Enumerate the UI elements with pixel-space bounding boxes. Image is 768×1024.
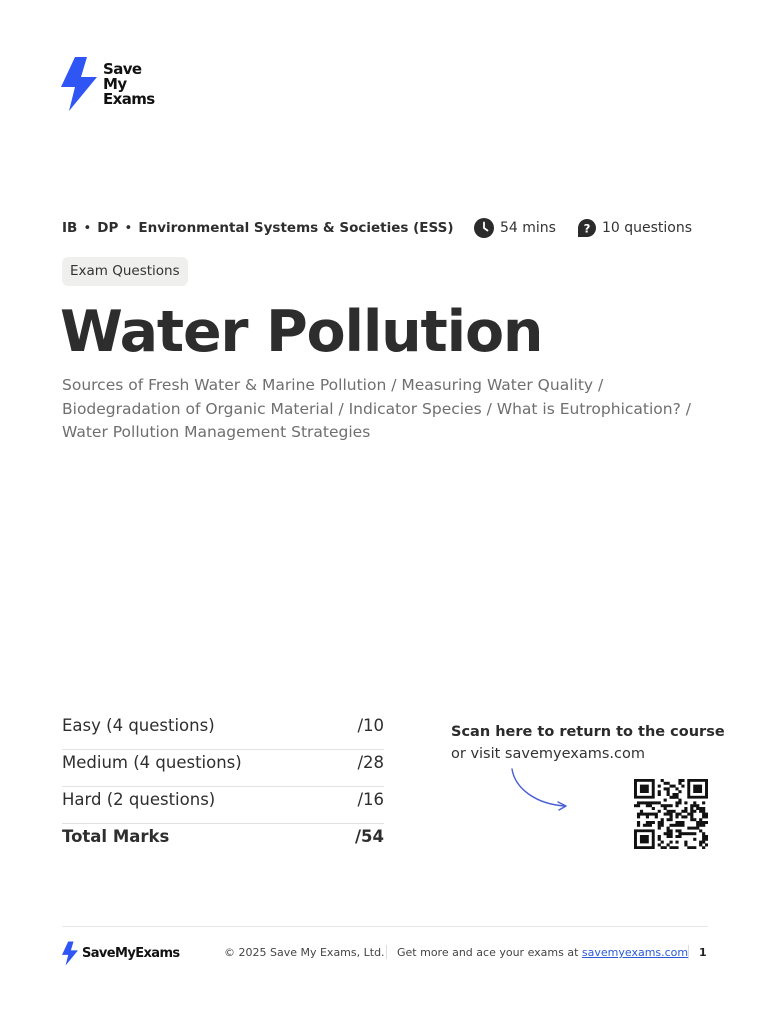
page-title: Water Pollution [60, 299, 543, 365]
crumb-level: DP [97, 220, 119, 236]
curved-arrow-icon [505, 766, 575, 816]
marks-row-hard [62, 787, 384, 824]
crumb-board: IB [62, 220, 78, 236]
brand-logo [61, 57, 155, 111]
footer-separator [386, 945, 387, 959]
svg-text:?: ? [583, 221, 591, 236]
footer-divider [62, 926, 708, 927]
marks-value: /10 [357, 716, 384, 735]
footer-cta-text: Get more and ace your exams at [397, 946, 582, 959]
question-count-text: 10 questions [602, 220, 693, 236]
brand-name: Save My Exams [103, 59, 155, 108]
marks-table [62, 713, 384, 860]
footer-logo [62, 941, 180, 966]
marks-label: Hard (2 questions) [62, 790, 216, 809]
breadcrumb [62, 217, 454, 239]
marks-row-easy [62, 713, 384, 750]
question-count [578, 217, 692, 239]
scan-section [451, 721, 725, 765]
meta-row [62, 217, 708, 239]
clock-icon [474, 218, 494, 238]
footer-link[interactable]: savemyexams.com [581, 946, 689, 959]
lightning-bolt-icon [61, 57, 97, 111]
marks-label: Total Marks [62, 827, 170, 846]
page-number: 1 [699, 946, 707, 959]
qr-code[interactable] [634, 779, 708, 849]
footer-separator [688, 945, 689, 959]
footer-copyright: © 2025 Save My Exams, Ltd. [224, 946, 385, 959]
marks-row-total [62, 824, 384, 860]
marks-label: Easy (4 questions) [62, 716, 215, 735]
crumb-separator: • [124, 220, 133, 236]
marks-row-medium [62, 750, 384, 787]
lightning-bolt-icon [62, 941, 78, 966]
marks-value: /54 [355, 827, 384, 846]
scan-subtitle: or visit savemyexams.com [451, 746, 645, 762]
footer-brand-name: SaveMyExams [82, 946, 180, 961]
marks-label: Medium (4 questions) [62, 753, 242, 772]
crumb-separator: • [83, 220, 92, 236]
crumb-subject: Environmental Systems & Societies (ESS) [138, 220, 454, 236]
duration-text: 54 mins [500, 220, 556, 236]
question-icon [578, 219, 596, 237]
marks-value: /28 [357, 753, 384, 772]
scan-title: Scan here to return to the course [451, 724, 725, 740]
topic-list: Sources of Fresh Water & Marine Pollution / Measuring Water Quality / Biodegradation of Organic Material / Indicator Species / What is Eutrophication? / Water Pollution Management Strategies [62, 376, 691, 441]
marks-value: /16 [357, 790, 384, 809]
exam-questions-badge: Exam Questions [62, 257, 188, 286]
duration [474, 217, 556, 239]
footer-cta [397, 945, 688, 961]
